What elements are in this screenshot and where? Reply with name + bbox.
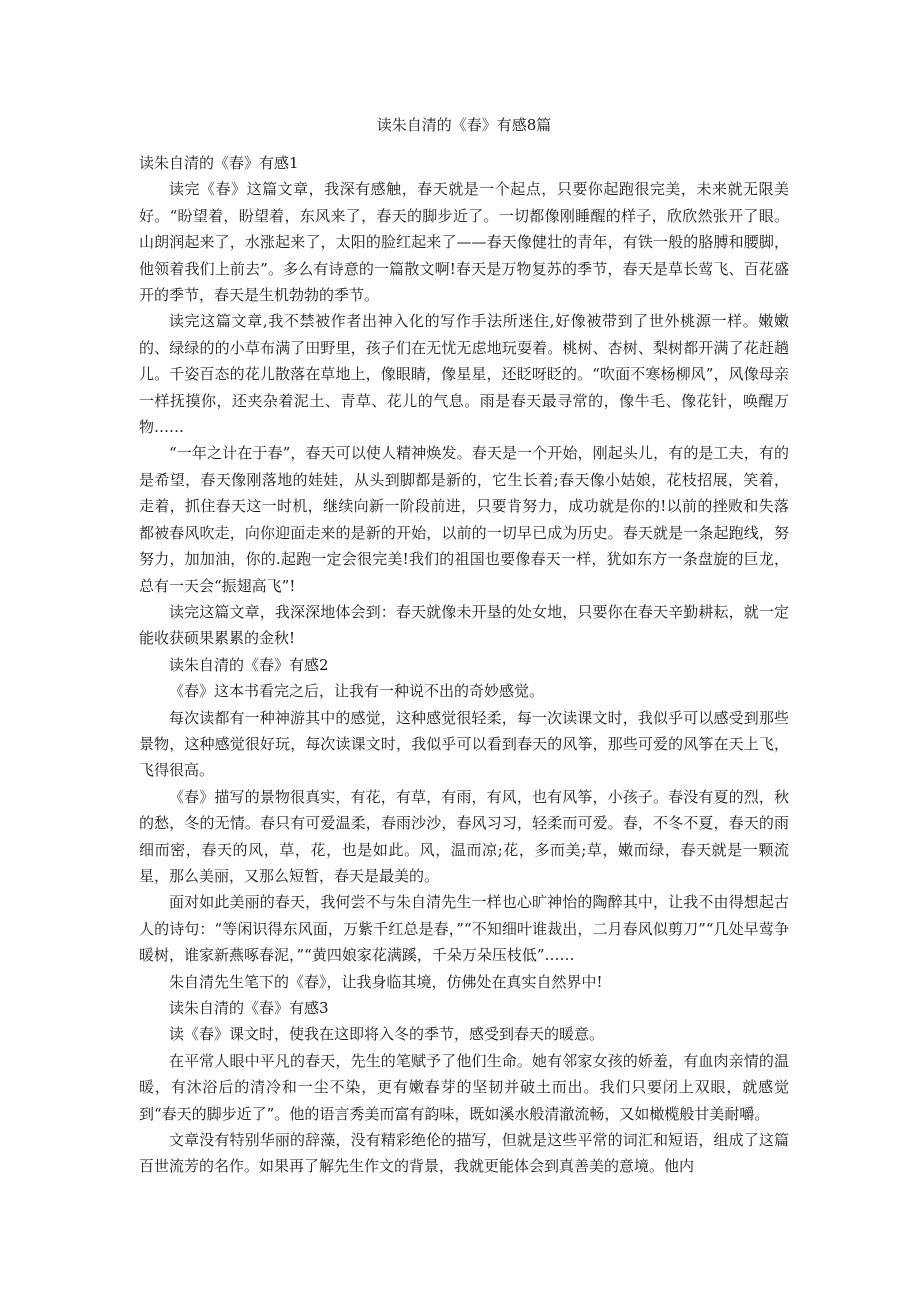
paragraph: 《春》这本书看完之后，让我有一种说不出的奇妙感觉。 [169,682,545,701]
paragraph: 每次读都有一种神游其中的感觉，这种感觉很轻柔，每一次读课文时，我似乎可以感受到那些景物，这种感觉很好玩，每次读课文时，我似乎可以看到春天的风筝，那些可爱的风筝在天上飞，飞得很高。 [139,708,789,780]
paragraph: 读《春》课文时，使我在这即将入冬的季节，感受到春天的暖意。 [169,1025,605,1044]
paragraph: “一年之计在于春”，春天可以使人精神焕发。春天是一个开始，刚起头儿，有的是工夫，有的是希望，春天像刚落地的娃娃，从头到脚都是新的，它生长着;春天像小姑娘，花枝招展，笑着，走着，抓住春天这一时机，继续向新一阶段前进，只要肯努力，成功就是你的!以前的挫败和失落都被春风吹走，向你迎面走来的是新的开始，以前的一切早已成为历史。春天就是一条起跑线，努努力，加加油，你的.起跑一定会很完美!我们的祖国也要像春天一样，犹如东方一条盘旋的巨龙，总有一天会“振翅高飞”! [139,444,789,595]
section-heading-3: 读朱自清的《春》有感3 [169,999,329,1017]
paragraph: 读完《春》这篇文章，我深有感触，春天就是一个起点，只要你起跑很完美，未来就无限美好。“盼望着，盼望着，东风来了，春天的脚步近了。一切都像刚睡醒的样子，欣欣然张开了眼。山朗润起来了，水涨起来了，太阳的脸红起来了——春天像健壮的青年，有铁一般的胳膊和腰脚，他领着我们上前去”。多么有诗意的一篇散文啊!春天是万物复苏的季节，春天是草长莺飞、百花盛开的季节，春天是生机勃勃的季节。 [139,180,789,305]
paragraph: 《春》描写的景物很真实，有花，有草，有雨，有风，也有风筝，小孩子。春没有夏的烈，秋的愁，冬的无情。春只有可爱温柔，春雨沙沙，春风习习，轻柔而可爱。春，不冬不夏，春天的雨细而密，春天的风，草，花，也是如此。风，温而凉;花，多而美;草，嫩而绿，春天就是一颗流星，那么美丽，又那么短暂，春天是最美的。 [139,787,789,885]
document-title: 读朱自清的《春》有感8篇 [376,116,552,134]
document-page [139,112,789,1180]
paragraph: 面对如此美丽的春天，我何尝不与朱自清先生一样也心旷神怡的陶醉其中，让我不由得想起古人的诗句：“等闲识得东风面，万紫千红总是春，”“不知细叶谁裁出，二月春风似剪刀”“几处早莺争暖树，谁家新燕啄春泥，”“黄四娘家花满蹊，千朵万朵压枝低”…… [139,893,789,965]
paragraph: 读完这篇文章,我不禁被作者出神入化的写作手法所迷住,好像被带到了世外桃源一样。嫩嫩的、绿绿的的小草布满了田野里，孩子们在无忧无虑地玩耍着。桃树、杏树、梨树都开满了花赶趟儿。千姿百态的花儿散落在草地上，像眼睛，像星星，还眨呀眨的。“吹面不寒杨柳风”，风像母亲一样抚摸你，还夹杂着泥土、青草、花儿的气息。雨是春天最寻常的，像牛毛、像花针，唤醒万物…… [139,312,789,437]
section-heading-1: 读朱自清的《春》有感1 [139,154,299,172]
paragraph: 读完这篇文章，我深深地体会到：春天就像未开垦的处女地，只要你在春天辛勤耕耘，就一定能收获硕果累累的金秋! [139,602,789,648]
section-heading-2: 读朱自清的《春》有感2 [169,655,329,674]
paragraph: 在平常人眼中平凡的春天，先生的笔赋予了他们生命。她有邻家女孩的娇羞，有血肉亲情的温暖，有沐浴后的清冷和一尘不染，更有嫩春芽的坚韧并破土而出。我们只要闭上双眼，就感觉到“春天的脚步近了”。他的语言秀美而富有韵味，既如溪水般清澈流畅，又如橄榄般甘美耐嚼。 [139,1051,789,1123]
paragraph: 朱自清先生笔下的《春》，让我身临其境，仿佛处在真实自然界中! [169,972,603,991]
paragraph: 文章没有特别华丽的辞藻，没有精彩绝伦的描写，但就是这些平常的词汇和短语，组成了这篇百世流芳的名作。如果再了解先生作文的背景，我就更能体会到真善美的意境。他内 [139,1131,789,1176]
